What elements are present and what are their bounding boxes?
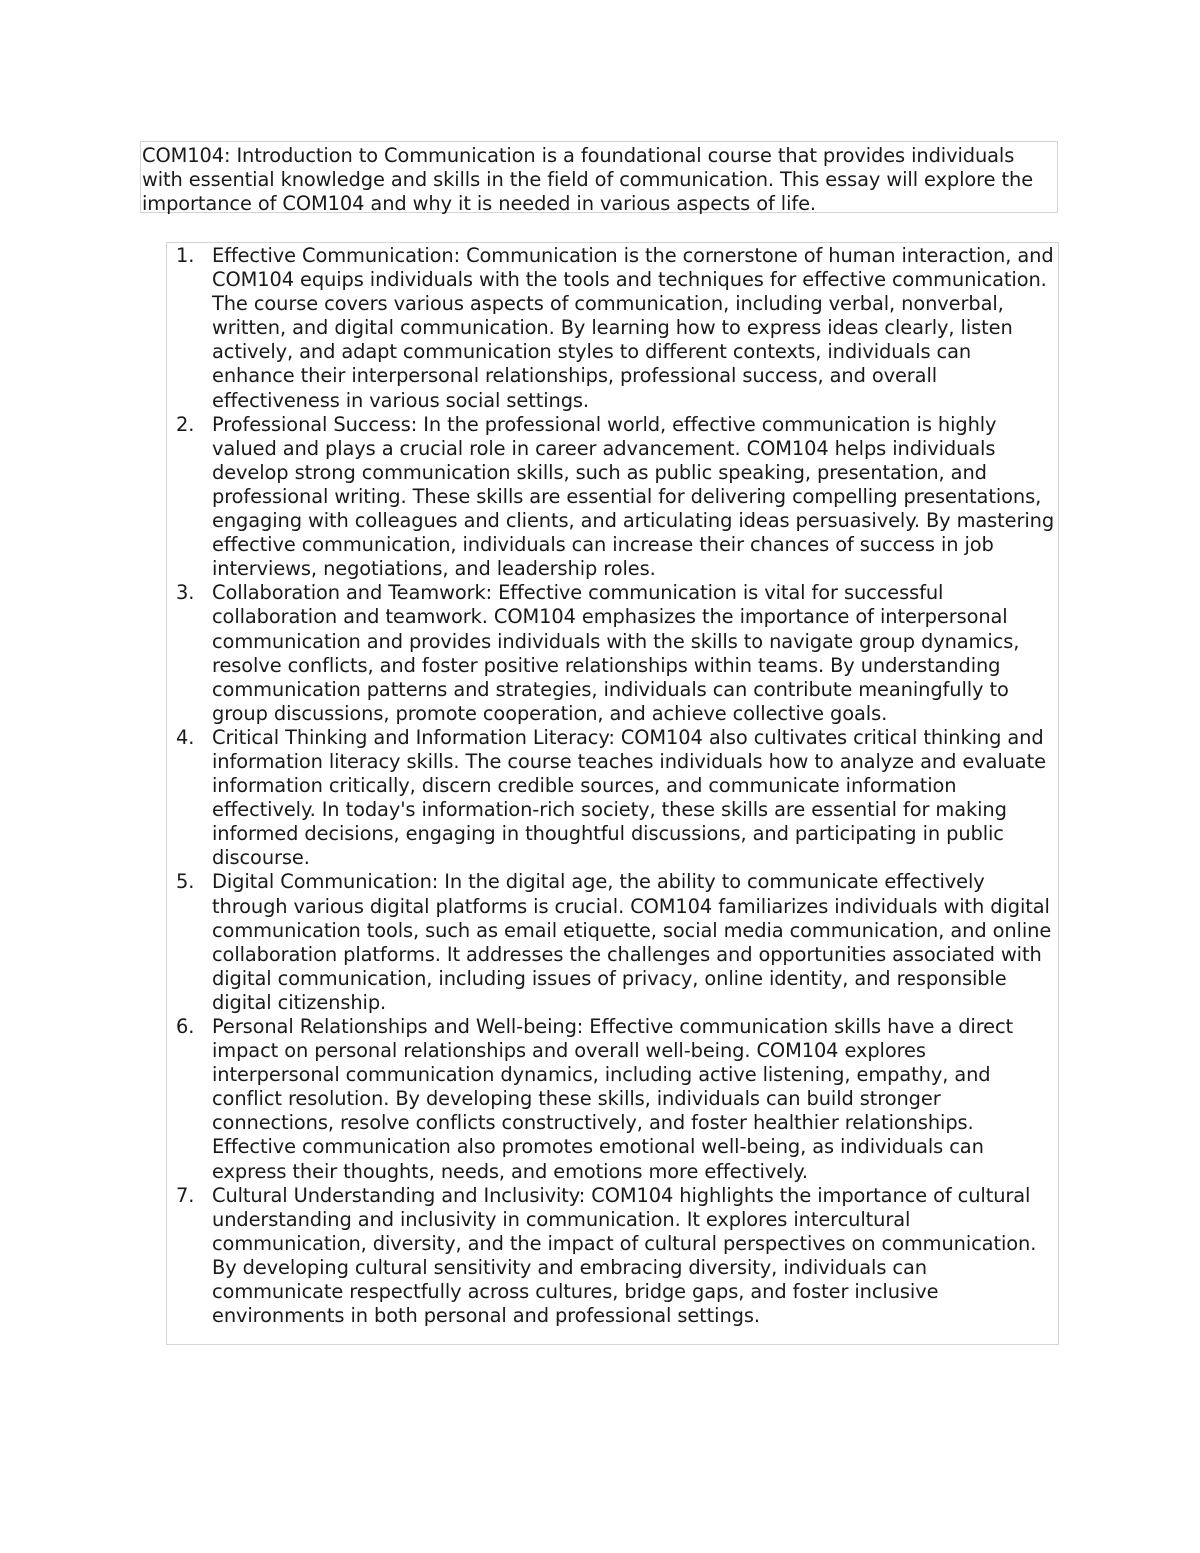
list-item-text: Professional Success: In the professional world, effective communication is highly valued and plays a crucial role in career advancement. COM104 helps individuals develop strong communication skills, such as public speaking, presentation, and professional writing. These skills are essential for delivering compelling presentations, engaging with colleagues and clients, and articulating ideas persuasively. By mastering effective communication, individuals can increase their chances of success in job interviews, negotiations, and leadership roles. (212, 412, 1055, 581)
list-item (167, 870, 1058, 1015)
list-item-number: 2. (176, 412, 195, 436)
list-item-text: Personal Relationships and Well-being: Effective communication skills have a direct impact on personal relationships and overall well-being. COM104 explores interpersonal communication dynamics, including active listening, empathy, and conflict resolution. By developing these skills, individuals can build stronger connections, resolve conflicts constructively, and foster healthier relationships. Effective communication also promotes emotional well-being, as individuals can express their thoughts, needs, and emotions more effectively. (212, 1015, 1014, 1183)
list-item (167, 581, 1058, 726)
intro-text: COM104: Introduction to Communication is a foundational course that provides individuals with essential knowledge and skills in the field of communication. This essay will explore the importance of COM104 and why it is needed in various aspects of life. (142, 144, 1034, 215)
list-item-text: Collaboration and Teamwork: Effective communication is vital for successful collaboration and teamwork. COM104 emphasizes the importance of interpersonal communication and provides individuals with the skills to navigate group dynamics, resolve conflicts, and foster positive relationships within teams. By understanding communication patterns and strategies, individuals can contribute meaningfully to group discussions, promote cooperation, and achieve collective goals. (212, 581, 1020, 725)
list-item-text: Cultural Understanding and Inclusivity: COM104 highlights the importance of cultural understanding and inclusivity in communication. It explores intercultural communication, diversity, and the impact of cultural perspectives on communication. By developing cultural sensitivity and embracing diversity, individuals can communicate respectfully across cultures, bridge gaps, and foster inclusive environments in both personal and professional settings. (212, 1183, 1037, 1328)
list-item-number: 3. (176, 581, 195, 605)
intro-paragraph (140, 141, 1058, 213)
list-item-text: Critical Thinking and Information Literacy: COM104 also cultivates critical thinking and information literacy skills. The course teaches individuals how to analyze and evaluate information critically, discern credible sources, and communicate information effectively. In today's information-rich society, these skills are essential for making informed decisions, engaging in thoughtful discussions, and participating in public discourse. (212, 725, 1046, 870)
list-item (167, 1015, 1058, 1184)
list-item (167, 726, 1058, 871)
numbered-list-box (166, 242, 1059, 1345)
list-item-text: Digital Communication: In the digital age, the ability to communicate effectively through various digital platforms is crucial. COM104 familiarizes individuals with digital communication tools, such as email etiquette, social media communication, and online collaboration platforms. It addresses the challenges and opportunities associated with digital communication, including issues of privacy, online identity, and responsible digital citizenship. (212, 870, 1052, 1014)
list-item-number: 4. (176, 725, 195, 749)
list-item-number: 5. (176, 870, 195, 894)
list-item (167, 244, 1058, 413)
list-item-text: Effective Communication: Communication is the cornerstone of human interaction, and COM104 equips individuals with the tools and techniques for effective communication. The course covers various aspects of communication, including verbal, nonverbal, written, and digital communication. By learning how to express ideas clearly, listen actively, and adapt communication styles to different contexts, individuals can enhance their interpersonal relationships, professional success, and overall effectiveness in various social settings. (212, 244, 1054, 412)
list-item-number: 6. (176, 1015, 195, 1038)
list-item-number: 1. (176, 244, 195, 267)
list-item (167, 413, 1058, 582)
numbered-list (167, 243, 1058, 1328)
list-item (167, 1184, 1058, 1329)
list-item-number: 7. (176, 1183, 195, 1207)
